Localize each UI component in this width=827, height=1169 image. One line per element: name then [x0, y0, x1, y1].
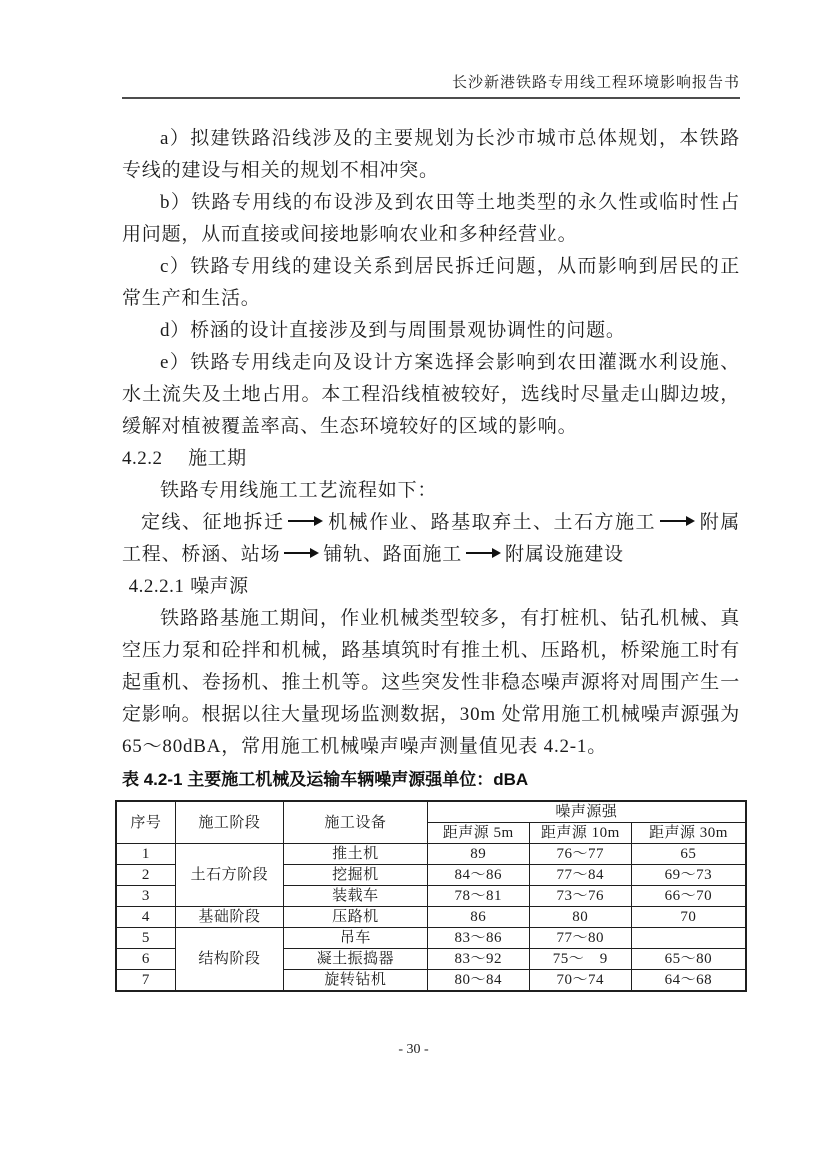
col-header-30m: 距声源 30m — [631, 823, 746, 844]
cell-d30: 66～70 — [631, 886, 746, 907]
cell-no: 2 — [116, 865, 175, 886]
col-header-stage: 施工阶段 — [175, 801, 283, 844]
flow-intro: 铁路专用线施工工艺流程如下： — [160, 480, 438, 501]
table-header-row — [116, 801, 746, 823]
cell-d10: 77～80 — [529, 928, 631, 949]
cell-device: 压路机 — [284, 907, 428, 928]
cell-device: 旋转钻机 — [284, 970, 428, 992]
flow-step: 机械作业、路基取弃土、土石方施工 — [327, 512, 657, 533]
flow-arrow-icon — [288, 520, 314, 522]
process-flow — [122, 507, 740, 571]
col-header-index: 序号 — [116, 801, 175, 844]
flow-arrow-icon — [660, 520, 686, 522]
subsection-title: 噪声源 — [190, 576, 249, 597]
flow-step: 附属设施建设 — [505, 544, 624, 565]
table-row — [116, 907, 746, 928]
section-title: 施工期 — [188, 448, 247, 469]
paragraph-d: d）桥涵的设计直接涉及到与周围景观协调性的问题。 — [160, 320, 626, 341]
cell-d5: 83～86 — [427, 928, 529, 949]
paragraph-c: c）铁路专用线的建设关系到居民拆迁问题，从而影响到居民的正常生产和生活。 — [122, 256, 740, 309]
cell-no: 6 — [116, 949, 175, 970]
section-heading-422 — [122, 443, 740, 475]
cell-d30: 64～68 — [631, 970, 746, 992]
cell-stage-foundation: 基础阶段 — [175, 907, 283, 928]
cell-no: 1 — [116, 844, 175, 865]
flow-step: 定线、征地拆迁 — [141, 512, 285, 533]
table-caption: 表 4.2-1 主要施工机械及运输车辆噪声源强单位：dBA — [122, 770, 529, 789]
cell-d30: 69～73 — [631, 865, 746, 886]
cell-d5: 89 — [427, 844, 529, 865]
cell-d10: 77～84 — [529, 865, 631, 886]
cell-device: 凝土振捣器 — [284, 949, 428, 970]
cell-d5: 84～86 — [427, 865, 529, 886]
flow-step: 附属工程、桥涵、站场 — [122, 512, 740, 565]
cell-no: 5 — [116, 928, 175, 949]
flow-arrow-icon — [284, 552, 310, 554]
col-header-5m: 距声源 5m — [427, 823, 529, 844]
cell-no: 3 — [116, 886, 175, 907]
cell-device: 挖掘机 — [284, 865, 428, 886]
col-header-device: 施工设备 — [284, 801, 428, 844]
cell-no: 7 — [116, 970, 175, 992]
page-number: - 30 - — [398, 1042, 429, 1057]
cell-no: 4 — [116, 907, 175, 928]
table-row — [116, 928, 746, 949]
paragraph-e: e）铁路专用线走向及设计方案选择会影响到农田灌溉水利设施、水土流失及土地占用。本工程沿线植被较好，选线时尽量走山脚边坡，缓解对植被覆盖率高、生态环境较好的区域的影响。 — [122, 352, 740, 437]
noise-source-table — [115, 800, 747, 992]
cell-d30: 65 — [631, 844, 746, 865]
page-header — [122, 74, 740, 99]
cell-stage-earthwork: 土石方阶段 — [175, 844, 283, 907]
flow-step: 铺轨、路面施工 — [323, 544, 463, 565]
cell-d30 — [631, 928, 746, 949]
cell-d5: 83～92 — [427, 949, 529, 970]
page-footer — [0, 1042, 827, 1058]
subsection-number: 4.2.2.1 — [128, 576, 185, 597]
cell-device: 推土机 — [284, 844, 428, 865]
cell-device: 装载车 — [284, 886, 428, 907]
noise-paragraph: 铁路路基施工期间，作业机械类型较多，有打桩机、钻孔机械、真空压力泵和砼拌和机械，路基填筑时有推土机、压路机，桥梁施工时有起重机、卷扬机、推土机等。这些突发性非稳态噪声源将对周围产生一定影响。根据以往大量现场监测数据，30m 处常用施工机械噪声源强为 65～80dBA，常用施工机械噪声噪声测量值见表 4.2-1。 — [122, 608, 740, 757]
cell-d10: 73～76 — [529, 886, 631, 907]
cell-d10: 80 — [529, 907, 631, 928]
col-header-10m: 距声源 10m — [529, 823, 631, 844]
page-content — [122, 123, 740, 992]
cell-d30: 65～80 — [631, 949, 746, 970]
section-heading-4221 — [122, 571, 740, 603]
cell-d10: 75～ 9 — [529, 949, 631, 970]
paragraph-a: a）拟建铁路沿线涉及的主要规划为长沙市城市总体规划，本铁路专线的建设与相关的规划不相冲突。 — [122, 128, 740, 181]
cell-d5: 86 — [427, 907, 529, 928]
cell-d10: 76～77 — [529, 844, 631, 865]
section-number: 4.2.2 — [122, 448, 163, 469]
cell-d30: 70 — [631, 907, 746, 928]
table-row — [116, 844, 746, 865]
cell-d10: 70～74 — [529, 970, 631, 992]
paragraph-b: b）铁路专用线的布设涉及到农田等土地类型的永久性或临时性占用问题，从而直接或间接地影响农业和多种经营业。 — [122, 192, 740, 245]
header-title: 长沙新港铁路专用线工程环境影响报告书 — [451, 75, 740, 91]
cell-stage-structure: 结构阶段 — [175, 928, 283, 992]
cell-device: 吊车 — [284, 928, 428, 949]
flow-arrow-icon — [466, 552, 492, 554]
cell-d5: 80～84 — [427, 970, 529, 992]
cell-d5: 78～81 — [427, 886, 529, 907]
col-header-noise-group: 噪声源强 — [427, 801, 746, 823]
